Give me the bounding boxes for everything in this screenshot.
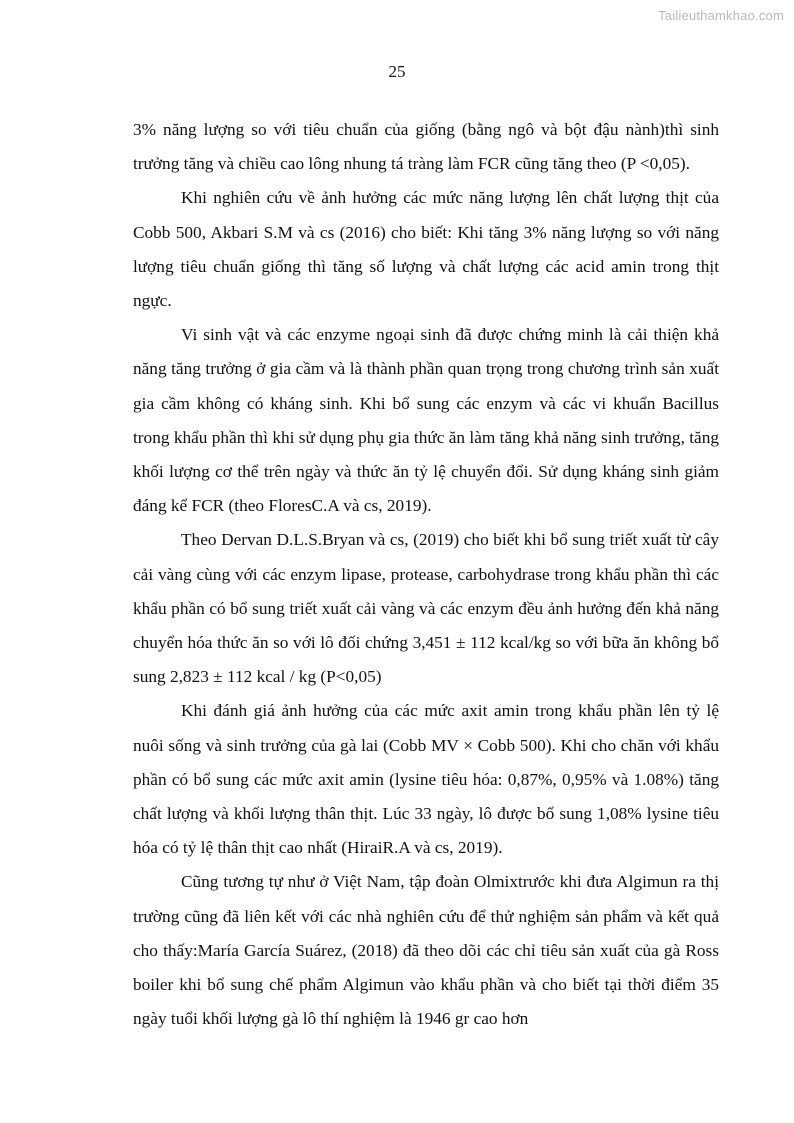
paragraph-dervan: Theo Dervan D.L.S.Bryan và cs, (2019) cho biết khi bổ sung triết xuất từ cây cải vàng cùng với các enzym lipase, protease, carbohydrase trong khẩu phần thì các khẩu phần có bổ sung triết xuất cải vàng và các enzym đều ảnh hưởng đến khả năng chuyển hóa thức ăn so với lô đối chứng 3,451 ± 112 kcal/kg so với bữa ăn không bổ sung 2,823 ± 112 kcal / kg (P<0,05) (133, 530, 719, 687)
paragraph-microorganisms: Vi sinh vật và các enzyme ngoại sinh đã được chứng minh là cải thiện khả năng tăng trưởng ở gia cầm và là thành phần quan trọng trong chương trình sản xuất gia cầm không có kháng sinh. Khi bổ sung các enzym và các vi khuẩn Bacillus trong khẩu phần thì khi sử dụng phụ gia thức ăn làm tăng khả năng sinh trưởng, tăng khối lượng cơ thể trên ngày và thức ăn tỷ lệ chuyển đổi. Sử dụng kháng sinh giảm đáng kể FCR (theo FloresC.A và cs, 2019). (133, 325, 719, 516)
paragraph-akbari: Khi nghiên cứu về ảnh hưởng các mức năng lượng lên chất lượng thịt của Cobb 500, Akbari S.M và cs (2016) cho biết: Khi tăng 3% năng lượng so với năng lượng tiêu chuẩn giống thì tăng số lượng và chất lượng các acid amin trong thịt ngực. (133, 188, 719, 311)
page-number: 25 (388, 62, 406, 81)
document-body (133, 113, 719, 1036)
paragraph-amino-acids: Khi đánh giá ảnh hưởng của các mức axit amin trong khẩu phần lên tỷ lệ nuôi sống và sinh trưởng của gà lai (Cobb MV × Cobb 500). Khi cho chăn với khẩu phần có bổ sung các mức axit amin (lysine tiêu hóa: 0,87%, 0,95% và 1.08%) tăng chất lượng và khối lượng thân thịt. Lúc 33 ngày, lô được bổ sung 1,08% lysine tiêu hóa có tỷ lệ thân thịt cao nhất (HiraiR.A và cs, 2019). (133, 701, 719, 858)
watermark: Tailieuthamkhao.com (658, 8, 784, 23)
paragraph-continuation: 3% năng lượng so với tiêu chuẩn của giống (bằng ngô và bột đậu nành)thì sinh trưởng tăng và chiều cao lông nhung tá tràng làm FCR cũng tăng theo (P <0,05). (133, 120, 719, 174)
paragraph-algimun: Cũng tương tự như ở Việt Nam, tập đoàn Olmixtrước khi đưa Algimun ra thị trường cũng đã liên kết với các nhà nghiên cứu để thử nghiệm sản phẩm và kết quả cho thấy:María García Suárez, (2018) đã theo dõi các chỉ tiêu sản xuất của gà Ross boiler khi bổ sung chế phẩm Algimun vào khẩu phần và cho biết tại thời điểm 35 ngày tuổi khối lượng gà lô thí nghiệm là 1946 gr cao hơn (133, 872, 719, 1029)
